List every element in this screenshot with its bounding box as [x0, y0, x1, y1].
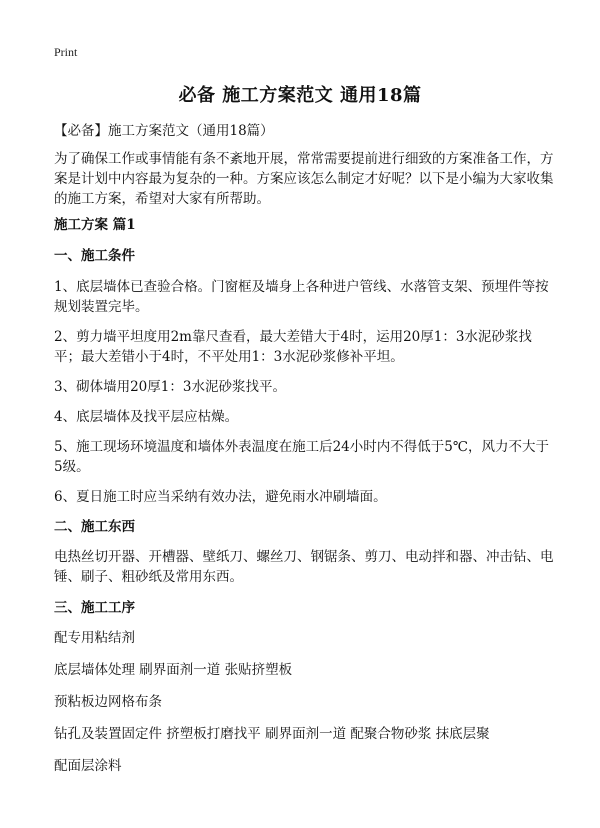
- process-step: 配面层涂料: [54, 758, 122, 774]
- section-heading-conditions: 一、施工条件: [54, 248, 135, 264]
- section-heading-tools: 二、施工东西: [54, 519, 135, 535]
- intro-paragraph: 为了确保工作或事情能有条不紊地开展，常常需要提前进行细致的方案准备工作，方案是计划中内容最为复杂的一种。方案应该怎么制定才好呢？以下是小编为大家收集的施工方案，希望对大家有所帮助。: [54, 151, 554, 207]
- condition-item: 4、底层墙体及找平层应枯燥。: [54, 409, 239, 425]
- condition-item: 6、夏日施工时应当采纳有效办法，避免雨水冲刷墙面。: [54, 489, 387, 505]
- condition-item: 3、砌体墙用20厚1：3水泥砂浆找平。: [54, 379, 286, 395]
- tools-paragraph: 电热丝切开器、开槽器、壁纸刀、螺丝刀、钢锯条、剪刀、电动拌和器、冲击钻、电锤、刷子、粗砂纸及常用东西。: [54, 549, 554, 585]
- process-step: 配专用粘结剂: [54, 630, 135, 646]
- print-link[interactable]: Print: [54, 45, 78, 59]
- condition-item: 5、施工现场环境温度和墙体外表温度在施工后24小时内不得低于5℃，风力不大于5级。: [54, 439, 549, 475]
- process-step: 钻孔及装置固定件 挤塑板打磨找平 刷界面剂一道 配聚合物砂浆 抹底层聚: [54, 726, 490, 742]
- condition-item: 1、底层墙体已查验合格。门窗框及墙身上各种进户管线、水落管支架、预埋件等按规划装置完毕。: [54, 279, 549, 315]
- process-step: 底层墙体处理 刷界面剂一道 张贴挤塑板: [54, 662, 293, 678]
- chapter-heading: 施工方案 篇1: [54, 217, 136, 233]
- condition-item: 2、剪力墙平坦度用2m靠尺查看，最大差错大于4时，运用20厚1：3水泥砂浆找平；最大差错小于4时，不平处用1：3水泥砂浆修补平坦。: [54, 329, 532, 365]
- document-subtitle: 【必备】施工方案范文（通用18篇）: [54, 123, 274, 139]
- process-step: 预粘板边网格布条: [54, 694, 162, 710]
- section-heading-process: 三、施工工序: [54, 600, 135, 616]
- document-title: 必备 施工方案范文 通用18篇: [178, 85, 422, 106]
